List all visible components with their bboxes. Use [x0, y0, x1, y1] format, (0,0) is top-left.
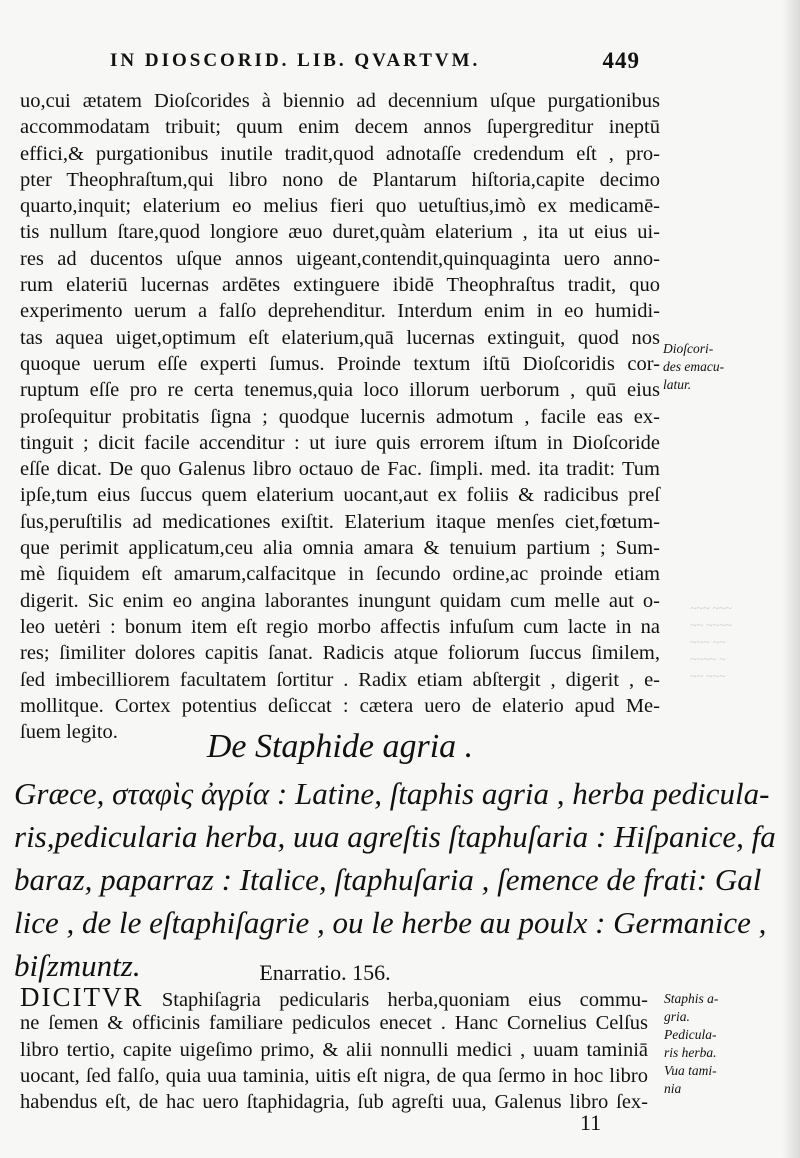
running-header: [110, 50, 640, 80]
margin-note-line: des emacu-: [663, 359, 725, 374]
page-number: 449: [602, 48, 640, 73]
text-line: ſuem legito.: [20, 721, 118, 744]
margin-note-line: gria.: [664, 1009, 690, 1024]
text-line: ruptum eſſe pro re certa tenemus,quia loco illorum uerborum , quū eius: [20, 379, 660, 402]
margin-note-line: Staphis a-: [664, 991, 719, 1006]
synonym-line: lice , de le eſtaphiſagrie , ou le herbe au poulx : Germanice ,: [14, 905, 767, 940]
synonym-line: baraz, paparraz : Italice, ſtaphuſaria , ſemence de frati: Gal: [14, 862, 762, 897]
synonym-line: Græce, σταφὶς ἀγρία : Latine, ſtaphis agria , herba pedicula-: [14, 776, 770, 811]
text-line: mollitque. Cortex potentius deſiccat : cætera uero de elaterio apud Me-: [20, 694, 660, 717]
initial-word: DICITVR: [20, 982, 144, 1012]
text-line: tinguit ; dicit facile accenditur : ut iure quis errorem iſtum in Dioſcoride: [20, 431, 660, 454]
text-line: uo,cui ætatem Dioſcorides à biennio ad decennium uſque purgationibus: [20, 90, 660, 112]
margin-note-line: nia: [664, 1081, 682, 1096]
text-line: libro tertio, capite uigeſimo primo, & alii nonnulli medici , uuam taminiā: [20, 1038, 648, 1061]
text-line: rum elateriū lucernas ardētes extinguere ibidē Theophraſtus tradit, quo: [20, 274, 660, 297]
text-line: experimento uerum a falſo deprehenditur. Interdum enim in eo humidi-: [20, 300, 660, 323]
text-line: res ad ducentos uſque annos uigeant,contendit,quinquaginta uero anno-: [20, 247, 660, 270]
margin-note-line: ris herba.: [664, 1045, 717, 1060]
synonym-line: ris,pedicularia herba, uua agreſtis ſtaphuſaria : Hiſpanice, fa: [14, 819, 776, 854]
text-line: ipſe,tum eius ſuccus quem elaterium uocant,aut ex foliis & radicibus preſ: [20, 484, 660, 507]
header-title: IN DIOSCORID. LIB. QVARTVM.: [110, 50, 481, 71]
synonym-line: biſzmuntz.: [14, 948, 141, 983]
text-line: quarto,inquit; elaterium eo melius fieri quo uetuſtius,imò ex medicamē-: [20, 195, 660, 218]
bleed-through-marks: ~~~ ~~~ ~~ ~~~~ ~~~ ~~ ~~~~ ~ ~~ ~~~: [690, 601, 732, 683]
main-text-block: [20, 88, 660, 745]
text-line: [20, 984, 648, 1010]
text-line: accommodatam tribuit; quum enim decem annos ſupergreditur ineptū: [20, 116, 660, 139]
text-line: leo uetėri : bonum item eſt regio morbo affectis infuſum cum lacte in na: [20, 615, 660, 638]
section-heading: [0, 728, 800, 766]
margin-note-line: Dioſcori-: [663, 341, 714, 356]
text-line: pter Theophraſtum,qui libro nono de Plantarum hiſtoria,capite decimo: [20, 168, 660, 191]
text-line: ſed imbecilliorem facultatem ſortitur . Radix etiam abſtergit , digerit , e-: [20, 668, 660, 691]
text-line: quoque uerum eſſe experti ſumus. Proinde textum iſtū Dioſcoridis cor-: [20, 352, 660, 375]
margin-note-dioscorides: [663, 340, 724, 394]
enarratio-text: Enarratio. 156.: [259, 960, 391, 985]
section-heading-text: De Staphide agria .: [206, 728, 474, 765]
text-line: eſſe dicat. De quo Galenus libro octauo de Fac. ſimpli. med. ita tradit: Tum: [20, 458, 660, 481]
text-line: uocant, ſed falſo, quia uua taminia, uitis eſt nigra, de qua ſermo in hoc libro: [20, 1064, 648, 1087]
text-line: habendus eſt, de hac uero ſtaphidagria, ſub agreſti uua, Galenus libro ſex-: [20, 1091, 648, 1114]
synonyms-block: [14, 772, 776, 987]
text-line: digerit. Sic enim eo angina laborantes inungunt quidam cum melle aut o-: [20, 589, 660, 612]
text-line: ſus,peruſtilis ad medicationes exiſtit. Elaterium itaque menſes ciet,fœtum-: [20, 510, 660, 533]
margin-note-line: latur.: [663, 377, 692, 392]
text-line: tas aquea uiget,optimum eſt elaterium,quā lucernas extinguit, quod nos: [20, 326, 660, 349]
text-line: mè ſiquidem eſt amarum,calfacitque in ſecundo ordine,ac proinde etiam: [20, 563, 660, 586]
text-line: que perimit applicatum,ceu alia omnia amara & tenuium partium ; Sum-: [20, 537, 660, 560]
signature-mark: 11: [580, 1110, 602, 1135]
text-line: proſequitur probitatis ſigna ; quodque lucernis admotum , facile eas ex-: [20, 405, 660, 428]
margin-note-line: Pedicula-: [664, 1027, 717, 1042]
margin-note-line: Vua tami-: [664, 1063, 717, 1078]
text-line: tis nullum ſtare,quod longiore æuo duret,quàm elaterium , ita ut eius ui-: [20, 221, 660, 244]
margin-note-staphis: [664, 990, 718, 1098]
text-line: ne ſemen & officinis familiare pediculos enecet . Hanc Cornelius Celſus: [20, 1012, 648, 1035]
commentary-text-block: [20, 984, 648, 1115]
text-line: res; ſimiliter dolores capitis ſanat. Radicis atque foliorum ſuccus ſimilem,: [20, 642, 660, 665]
text-line-rest: Staphiſagria pedicularis herba,quoniam eius commu-: [143, 989, 648, 1011]
text-line: effici,& purgationibus inutile tradit,quod adnotaſſe credendum eſt , pro-: [20, 142, 660, 165]
